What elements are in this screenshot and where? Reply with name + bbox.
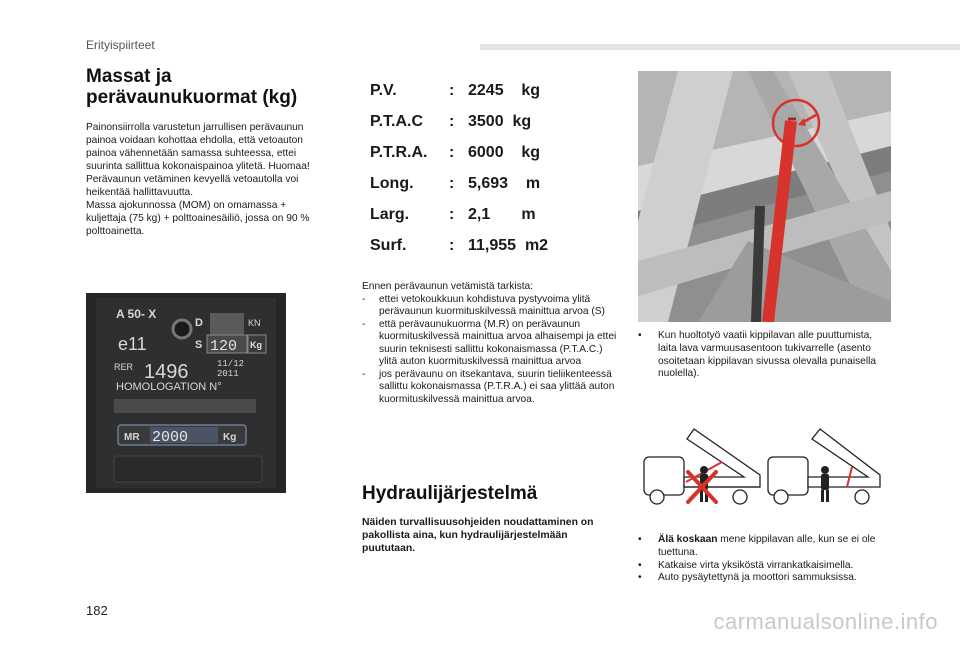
intro-line: painoa vähennetään samassa suhteessa, ettei <box>86 148 297 159</box>
hydraulics-warning: Näiden turvallisuusohjeiden noudattaminen on pakollista aina, kun hydraulijärjestelmään puututaan. <box>362 517 594 554</box>
tipper-trucks-illustration <box>642 427 882 519</box>
section-header: Erityispiirteet <box>86 38 155 52</box>
intro-line: polttoainetta. <box>86 226 145 237</box>
tipper-support-photo <box>638 71 891 322</box>
plate-homologation: HOMOLOGATION N° <box>116 381 222 393</box>
list-item <box>362 369 617 407</box>
spec-colon: : <box>449 237 455 254</box>
watermark: carmanualsonline.info <box>713 609 938 634</box>
spec-table <box>370 82 600 268</box>
intro-line: heikentää hallittavuutta. <box>86 187 194 198</box>
bullet-text: Kun huoltotyö vaatii kippilavan alle puuttumista, laita lava varmuusasentoon tukivarrelle (asento osoitetaan kippilavan sivussa olevalla punaisella nuolella). <box>658 330 877 380</box>
spec-value: 11,955 m2 <box>468 237 549 254</box>
plate-kg-label-1: Kg <box>250 340 262 350</box>
intro-line: Massa ajokunnossa (MOM) on omamassa + <box>86 200 287 211</box>
spec-label: P.T.A.C <box>370 113 424 130</box>
safety-bullets <box>638 534 893 585</box>
plate-mr-label: MR <box>124 432 140 443</box>
bullet-icon: • <box>638 534 642 545</box>
spec-colon: : <box>449 175 455 192</box>
list-item-text: ettei vetokoukkuun kohdistuva pystyvoima ylitä perävaunun kuormituskilvessä mainittua arvoa (S) <box>379 293 605 317</box>
spec-label: P.T.R.A. <box>370 144 428 161</box>
spec-row-larg <box>370 206 600 237</box>
spec-row-surf <box>370 237 600 268</box>
safety-bullet <box>638 534 893 560</box>
list-dash: - <box>362 293 366 305</box>
section-title-masses <box>86 66 346 108</box>
intro-paragraph <box>86 121 346 238</box>
spec-label: Larg. <box>370 206 410 223</box>
bullet-emphasis: Älä koskaan <box>658 534 718 545</box>
checklist-lead: Ennen perävaunun vetämistä tarkista: <box>362 281 534 292</box>
plate-rer-label: RER <box>114 362 134 372</box>
bullet-icon: • <box>638 559 642 571</box>
spec-row-ptac <box>370 113 600 144</box>
title-line-1: Massat ja <box>86 66 172 87</box>
spec-row-pv <box>370 82 600 113</box>
list-dash: - <box>362 318 366 330</box>
plate-mr-value: 2000 <box>152 429 189 446</box>
bullet-icon: • <box>638 572 642 584</box>
plate-date-2: 2011 <box>217 369 239 379</box>
spec-value: 6000 kg <box>468 144 541 161</box>
plate-d-label: D <box>195 317 203 329</box>
plate-kg-label-2: Kg <box>223 432 237 443</box>
header-bar <box>480 44 960 50</box>
plate-s-label: S <box>195 339 203 351</box>
bullet-icon: • <box>638 330 642 341</box>
title-line-2: perävaunukuormat (kg) <box>86 87 298 108</box>
spec-value: 3500 kg <box>468 113 532 130</box>
intro-line: suurinta sallittua kokonaispainoa ylitetä. Huomaa! <box>86 161 310 172</box>
person-beside-truck <box>821 466 829 502</box>
spec-colon: : <box>449 144 455 161</box>
safety-bullet <box>638 572 893 585</box>
weight-plate-image <box>86 293 286 493</box>
plate-s-value: 120 <box>210 338 238 355</box>
list-item <box>362 294 617 319</box>
bullet-rest: mene kippilavan alle, kun se ei ole tuettuna. <box>658 534 876 558</box>
bullet-text: Auto pysäytettynä ja moottori sammuksissa. <box>658 572 857 584</box>
spec-value: 5,693 m <box>468 175 541 192</box>
plate-kn-label: KN <box>248 318 261 328</box>
section-title-hydraulics: Hydraulijärjestelmä <box>362 483 538 504</box>
page-number: 182 <box>86 603 108 618</box>
spec-value: 2,1 m <box>468 206 536 223</box>
plate-rivet <box>173 320 191 338</box>
towing-checklist <box>362 281 617 406</box>
spec-label: Long. <box>370 175 414 192</box>
spec-colon: : <box>449 82 455 99</box>
plate-rer-value: 1496 <box>144 361 189 383</box>
maintenance-bullet <box>638 330 893 381</box>
spec-colon: : <box>449 113 455 130</box>
plate-date-1: 11/12 <box>217 359 245 369</box>
intro-line: kuljettaja (75 kg) + polttoainesäiliö, jossa on 90 % <box>86 213 310 224</box>
bullet-text: Katkaise virta yksiköstä virrankatkaisimella. <box>658 559 854 571</box>
bullet-text <box>638 534 893 560</box>
checklist-items <box>362 294 617 407</box>
spec-row-ptra <box>370 144 600 175</box>
intro-line: painoa voidaan kohottaa ehdolla, että vetoauton <box>86 135 303 146</box>
list-dash: - <box>362 368 366 380</box>
plate-type-code: A 50- X <box>116 307 157 321</box>
spec-colon: : <box>449 206 455 223</box>
intro-line: Perävaunun vetäminen kevyellä vetoautolla voi <box>86 174 299 185</box>
plate-e-label: e11 <box>118 334 147 354</box>
list-item-text: jos perävaunu on itsekantava, suurin tieliikenteessä sallittu kokonaismassa (P.T.R.A.) ei saa ylittää auton kuormituskilvessä mainittua arvoa. <box>379 368 615 405</box>
list-item-text: että perävaunukuorma (M.R) on perävaunun kuormituskilvessä mainittua arvoa alhaisempi ja ettei suurin teknisesti sallittu kokonaismassa (P.T.A.C.) ylitä auton kuormituskilvessä mainittua arvoa <box>379 318 617 367</box>
spec-label: P.V. <box>370 82 397 99</box>
spec-row-long <box>370 175 600 206</box>
intro-line: Painonsiirrolla varustetun jarrullisen perävaunun <box>86 122 304 133</box>
spec-value: 2245 kg <box>468 82 541 99</box>
safety-bullet <box>638 560 893 573</box>
spec-label: Surf. <box>370 237 407 254</box>
list-item <box>362 319 617 369</box>
